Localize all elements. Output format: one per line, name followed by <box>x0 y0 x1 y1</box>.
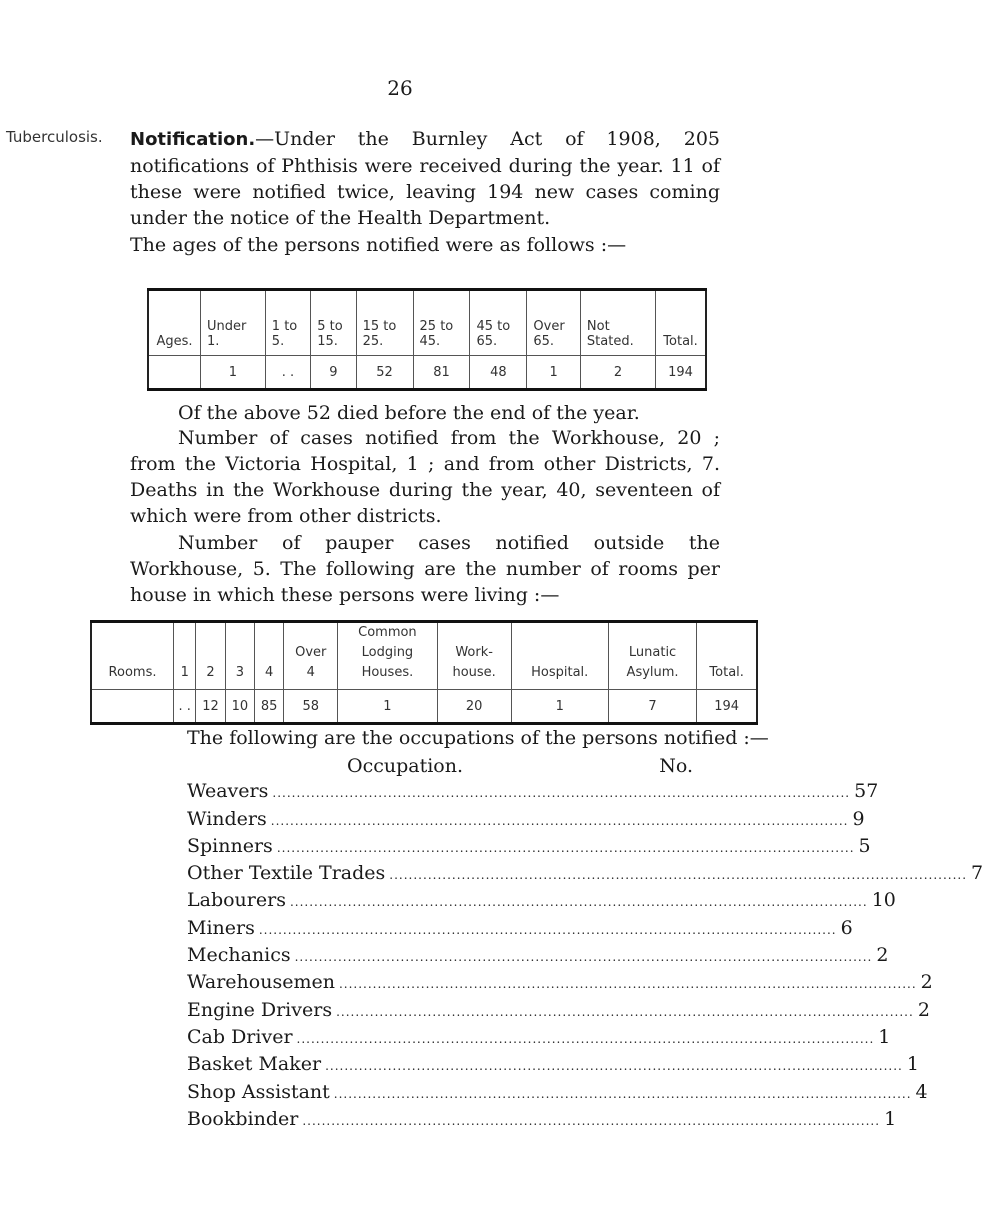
occupation-name: Spinners <box>187 834 273 857</box>
occupation-count: 6 <box>840 916 853 939</box>
rooms-header-text <box>226 623 254 643</box>
occupation-count: 2 <box>920 971 933 994</box>
rooms-header-cell <box>511 622 608 690</box>
rooms-header-text: Hospital. <box>531 665 589 680</box>
ages-header-text: 15 to <box>362 319 397 334</box>
rooms-header-text: Rooms. <box>108 665 157 680</box>
deaths-paragraph: Of the above 52 died before the end of the year. <box>178 402 640 424</box>
rooms-header-text <box>438 623 511 643</box>
occupation-name: Bookbinder <box>187 1107 299 1130</box>
ages-header-cell <box>148 290 201 356</box>
occupation-name: Basket Maker <box>187 1053 322 1076</box>
rooms-value-cell: 1 <box>511 690 608 724</box>
ages-value-cell: 194 <box>656 356 706 390</box>
ages-value-row <box>148 356 706 390</box>
occupation-row <box>187 1107 897 1134</box>
rooms-value-cell: 58 <box>284 690 338 724</box>
ages-header-text: 5. <box>271 334 285 349</box>
ages-header-cell <box>656 290 706 356</box>
occupation-column-header: Occupation. <box>347 755 464 777</box>
rooms-intro: Number of pauper cases notified outside the Workhouse, 5. The following are the number of rooms per house in which these persons were living :— <box>130 532 720 606</box>
ages-header-cell <box>201 290 266 356</box>
ages-header-text: Ages. <box>156 334 193 349</box>
occupation-name: Miners <box>187 916 255 939</box>
ages-header-text: Over <box>533 319 565 334</box>
occupation-row <box>187 861 983 888</box>
ages-header-text: Total. <box>663 334 698 349</box>
ages-value-cell: 2 <box>580 356 655 390</box>
rooms-header-text <box>697 643 756 663</box>
ages-header-cell <box>580 290 655 356</box>
rooms-value-cell: 7 <box>608 690 697 724</box>
rooms-value-row <box>91 690 757 724</box>
notification-paragraph <box>130 126 720 231</box>
ages-value-cell: 1 <box>527 356 581 390</box>
dot-leader: ........................................................................................................................ <box>296 1031 875 1046</box>
rooms-header-text <box>92 623 173 643</box>
occupation-row <box>187 943 889 970</box>
dot-leader: ........................................................................................................................ <box>270 813 849 828</box>
ages-value-cell <box>148 356 201 390</box>
occupation-name: Warehousemen <box>187 971 335 994</box>
rooms-value-cell: 20 <box>437 690 511 724</box>
rooms-header-text <box>174 623 195 643</box>
ages-header-text: 25. <box>362 334 384 349</box>
ages-header-text: 65. <box>476 334 498 349</box>
rooms-header-text <box>196 643 224 663</box>
rooms-value-cell: 10 <box>225 690 254 724</box>
rooms-header-text <box>92 643 173 663</box>
occupation-count: 1 <box>878 1025 891 1048</box>
occupation-count: 9 <box>852 807 865 830</box>
ages-header-text: 5 to <box>317 319 343 334</box>
occupations-intro: The following are the occupations of the persons notified :— <box>187 727 769 749</box>
ages-header-text <box>149 319 200 334</box>
ages-header-text: Stated. <box>586 334 634 349</box>
ages-header-text: 15. <box>317 334 338 349</box>
occupation-name: Other Textile Trades <box>187 862 386 885</box>
ages-value-cell: 48 <box>470 356 527 390</box>
rooms-header-cell <box>225 622 254 690</box>
margin-note: Tuberculosis. <box>6 128 103 146</box>
dot-leader: ........................................................................................................................ <box>258 922 837 937</box>
section-heading: Notification. <box>130 129 256 150</box>
ages-header-text: 65. <box>533 334 555 349</box>
rooms-header-text: Over <box>295 645 327 660</box>
rooms-header-text <box>609 623 697 643</box>
occupation-count: 1 <box>906 1053 919 1076</box>
occupation-name: Winders <box>187 807 267 830</box>
dot-leader: ........................................................................................................................ <box>302 1113 881 1128</box>
occupation-name: Labourers <box>187 889 286 912</box>
occupation-row <box>187 807 865 834</box>
occupation-row <box>187 998 930 1025</box>
ages-value-cell: 81 <box>413 356 470 390</box>
ages-value-cell: 9 <box>311 356 356 390</box>
rooms-header-text: Houses. <box>361 665 414 680</box>
rooms-header-cell <box>174 622 196 690</box>
rooms-value-cell: . . <box>174 690 196 724</box>
occupation-row <box>187 1025 891 1052</box>
rooms-header-text: 1 <box>180 665 189 680</box>
occupation-name: Weavers <box>187 780 269 803</box>
ages-header-cell <box>470 290 527 356</box>
ages-header-cell <box>356 290 413 356</box>
rooms-table <box>90 620 758 725</box>
occupation-row <box>187 970 933 997</box>
rooms-value-cell: 194 <box>697 690 757 724</box>
ages-header-text <box>656 319 705 334</box>
rooms-header-text <box>512 643 608 663</box>
rooms-header-cell <box>437 622 511 690</box>
occupation-name: Mechanics <box>187 944 291 967</box>
occupation-count: 10 <box>871 889 896 912</box>
dot-leader: ........................................................................................................................ <box>336 1004 914 1019</box>
ages-table <box>147 288 707 391</box>
rooms-header-text <box>284 623 337 643</box>
occupation-count: 1 <box>884 1107 897 1130</box>
occupation-count: 4 <box>915 1080 928 1103</box>
rooms-header-text <box>255 643 283 663</box>
rooms-value-cell: 1 <box>338 690 437 724</box>
ages-header-cell <box>413 290 470 356</box>
rooms-header-cell <box>196 622 225 690</box>
rooms-header-cell <box>284 622 338 690</box>
occupation-count: 2 <box>876 944 889 967</box>
occupation-name: Cab Driver <box>187 1025 293 1048</box>
rooms-header-text: 2 <box>206 665 215 680</box>
rooms-header-text: Lodging <box>361 645 414 660</box>
page-number: 26 <box>387 76 413 100</box>
occupations-header <box>187 754 693 779</box>
rooms-header-text <box>226 643 254 663</box>
occupation-name: Engine Drivers <box>187 998 333 1021</box>
ages-header-text: 1. <box>207 334 220 349</box>
dot-leader: ........................................................................................................................ <box>289 895 868 910</box>
dot-leader: ........................................................................................................................ <box>389 868 968 883</box>
ages-header-text: 1 to <box>271 319 298 334</box>
rooms-header-text: 4 <box>306 665 315 680</box>
occupation-count: 57 <box>854 780 879 803</box>
occupations-list <box>187 754 983 1134</box>
rooms-header-text <box>196 623 224 643</box>
dot-leader: ........................................................................................................................ <box>272 786 851 801</box>
occupation-row <box>187 1080 928 1107</box>
occupation-count: 2 <box>917 998 930 1021</box>
rooms-header-text: Asylum. <box>626 665 679 680</box>
rooms-value-cell <box>91 690 174 724</box>
rooms-header-text: Lunatic <box>628 645 677 660</box>
ages-header-text: 45 to <box>476 319 511 334</box>
rooms-header-cell <box>91 622 174 690</box>
rooms-header-text <box>255 623 283 643</box>
dot-leader: ........................................................................................................................ <box>294 950 873 965</box>
ages-header-row <box>148 290 706 356</box>
occupation-count: 5 <box>858 834 871 857</box>
rooms-header-text: house. <box>452 665 496 680</box>
rooms-header-cell <box>338 622 437 690</box>
ages-value-cell: 1 <box>201 356 266 390</box>
rooms-header-text: Total. <box>709 665 744 680</box>
ages-header-text: 45. <box>419 334 441 349</box>
ages-header-cell <box>265 290 310 356</box>
ages-value-cell: . . <box>265 356 310 390</box>
occupation-row <box>187 779 879 806</box>
rooms-value-cell: 12 <box>196 690 225 724</box>
rooms-header-text <box>697 623 756 643</box>
rooms-value-cell: 85 <box>255 690 284 724</box>
occupation-row <box>187 888 896 915</box>
rooms-header-text: 3 <box>235 665 244 680</box>
ages-header-cell <box>311 290 356 356</box>
rooms-header-text: 4 <box>265 665 274 680</box>
notification-body: —Under the Burnley Act of 1908, 205 notifications of Phthisis were received during the year. 11 of these were notified twice, leaving 194 new cases coming under the notice of the Health Department. <box>130 128 720 229</box>
ages-header-cell <box>527 290 581 356</box>
rooms-header-text: Common <box>358 625 417 640</box>
rooms-header-cell <box>697 622 757 690</box>
occupation-row <box>187 1052 919 1079</box>
dot-leader: ........................................................................................................................ <box>338 977 917 992</box>
dot-leader: ........................................................................................................................ <box>276 840 855 855</box>
occupation-row <box>187 916 853 943</box>
ages-intro: The ages of the persons notified were as follows :— <box>130 234 627 256</box>
rooms-header-row <box>91 622 757 690</box>
dot-leader: ........................................................................................................................ <box>333 1086 912 1101</box>
ages-header-text: Under <box>207 319 247 334</box>
ages-header-text: 25 to <box>419 319 454 334</box>
occupation-row <box>187 834 871 861</box>
rooms-header-cell <box>608 622 697 690</box>
rooms-header-text <box>174 643 195 663</box>
dot-leader: ........................................................................................................................ <box>325 1059 903 1074</box>
rooms-header-text <box>512 623 608 643</box>
workhouse-paragraph: Number of cases notified from the Workhouse, 20 ; from the Victoria Hospital, 1 ; and from other Districts, 7. Deaths in the Workhouse during the year, 40, seventeen of which were from other districts. <box>130 427 720 527</box>
count-column-header: No. <box>659 755 693 777</box>
ages-value-cell: 52 <box>356 356 413 390</box>
rooms-header-cell <box>255 622 284 690</box>
rooms-header-text: Work- <box>455 645 493 660</box>
occupation-count: 7 <box>971 862 983 885</box>
ages-header-text: Not <box>586 319 610 334</box>
occupation-name: Shop Assistant <box>187 1080 330 1103</box>
